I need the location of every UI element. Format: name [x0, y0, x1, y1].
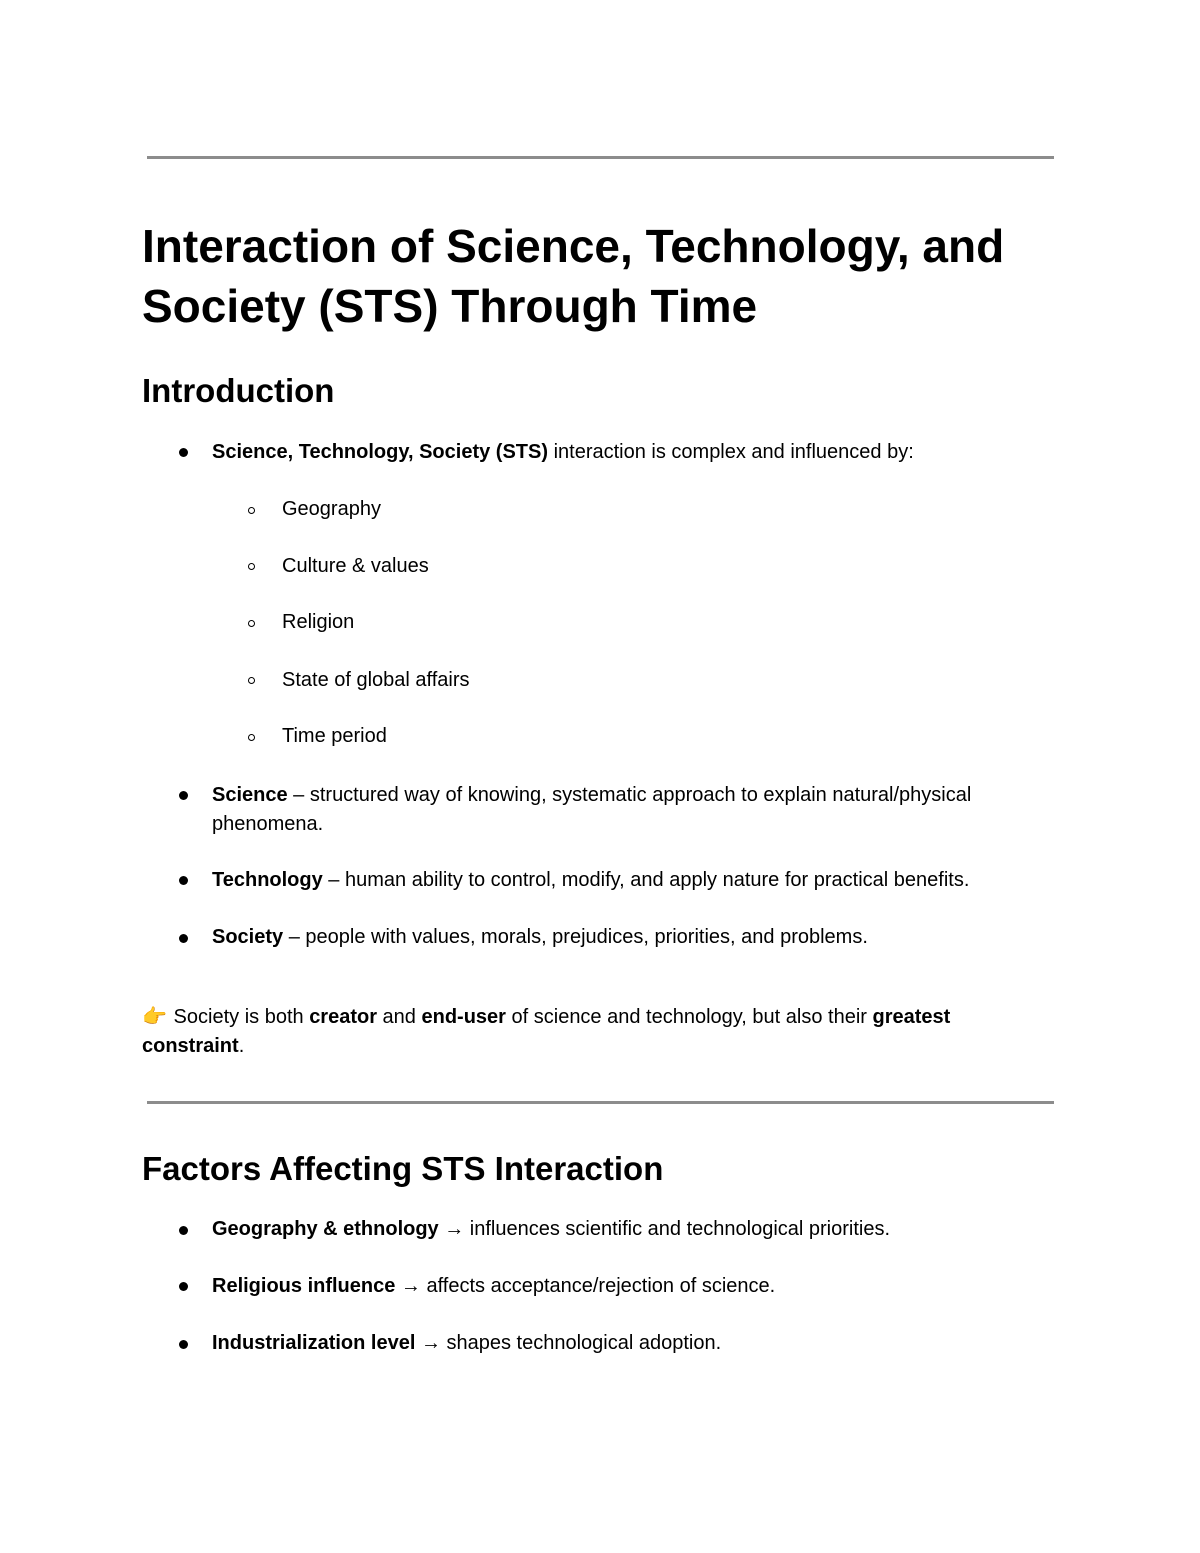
circle-bullet-icon — [248, 620, 255, 627]
note-emphasis: end-user — [421, 1006, 506, 1028]
circle-bullet-icon — [248, 734, 255, 741]
list-item-term: Geography & ethnology — [212, 1218, 439, 1240]
list-item-text: – structured way of knowing, systematic approach to explain natural/physical phenomena. — [212, 784, 972, 835]
horizontal-rule — [147, 1101, 1054, 1104]
list-item-factor — [212, 1329, 1052, 1358]
callout-note — [142, 1003, 1042, 1061]
note-text: of science and technology, but also their — [505, 1006, 873, 1028]
bullet-icon — [179, 1340, 188, 1349]
list-item-term: Technology — [212, 869, 323, 891]
list-item-society — [212, 923, 1052, 952]
bullet-icon — [179, 1282, 188, 1291]
list-item-text: – people with values, morals, prejudices, priorities, and problems. — [283, 926, 868, 948]
list-item-text: → shapes technological adoption. — [415, 1332, 722, 1354]
list-item-term: Science, Technology, Society (STS) — [212, 441, 549, 463]
list-item-text: interaction is complex and influenced by: — [548, 441, 914, 463]
list-item-factor — [212, 1215, 1052, 1244]
bullet-icon — [179, 448, 188, 457]
note-text: Society is both — [168, 1006, 310, 1028]
circle-bullet-icon — [248, 677, 255, 684]
pointing-hand-icon: 👉 — [142, 1006, 167, 1028]
list-item-term: Society — [212, 926, 284, 948]
section-heading-introduction: Introduction — [142, 372, 335, 409]
circle-bullet-icon — [248, 563, 255, 570]
circle-bullet-icon — [248, 507, 255, 514]
document-title: Interaction of Science, Technology, and Society (STS) Through Time — [142, 220, 1005, 332]
bullet-icon — [179, 791, 188, 800]
sub-list-item: Time period — [282, 725, 387, 747]
horizontal-rule — [147, 156, 1054, 159]
list-item-term: Religious influence — [212, 1275, 396, 1297]
list-item-text: – human ability to control, modify, and apply nature for practical benefits. — [322, 869, 970, 891]
sub-list-item: Geography — [282, 498, 381, 520]
note-emphasis: greatest constraint — [142, 1006, 951, 1057]
section-heading-factors: Factors Affecting STS Interaction — [142, 1150, 664, 1187]
list-item-term: Science — [212, 784, 288, 806]
bullet-icon — [179, 1226, 188, 1235]
list-item-factor — [212, 1272, 1052, 1301]
list-item-term: Industrialization level — [212, 1332, 416, 1354]
note-text: . — [238, 1035, 245, 1057]
sub-list-item: Culture & values — [282, 555, 429, 577]
sub-list-item: Religion — [282, 611, 355, 633]
list-item-text: → affects acceptance/rejection of science. — [395, 1275, 776, 1297]
list-item-technology — [212, 866, 1052, 895]
note-text: and — [377, 1006, 422, 1028]
bullet-icon — [179, 934, 188, 943]
sub-list-item: State of global affairs — [282, 669, 470, 691]
list-item-science — [212, 781, 1042, 839]
list-item-sts — [212, 438, 1052, 467]
list-item-text: → influences scientific and technological priorities. — [438, 1218, 891, 1240]
note-emphasis: creator — [309, 1006, 377, 1028]
bullet-icon — [179, 876, 188, 885]
